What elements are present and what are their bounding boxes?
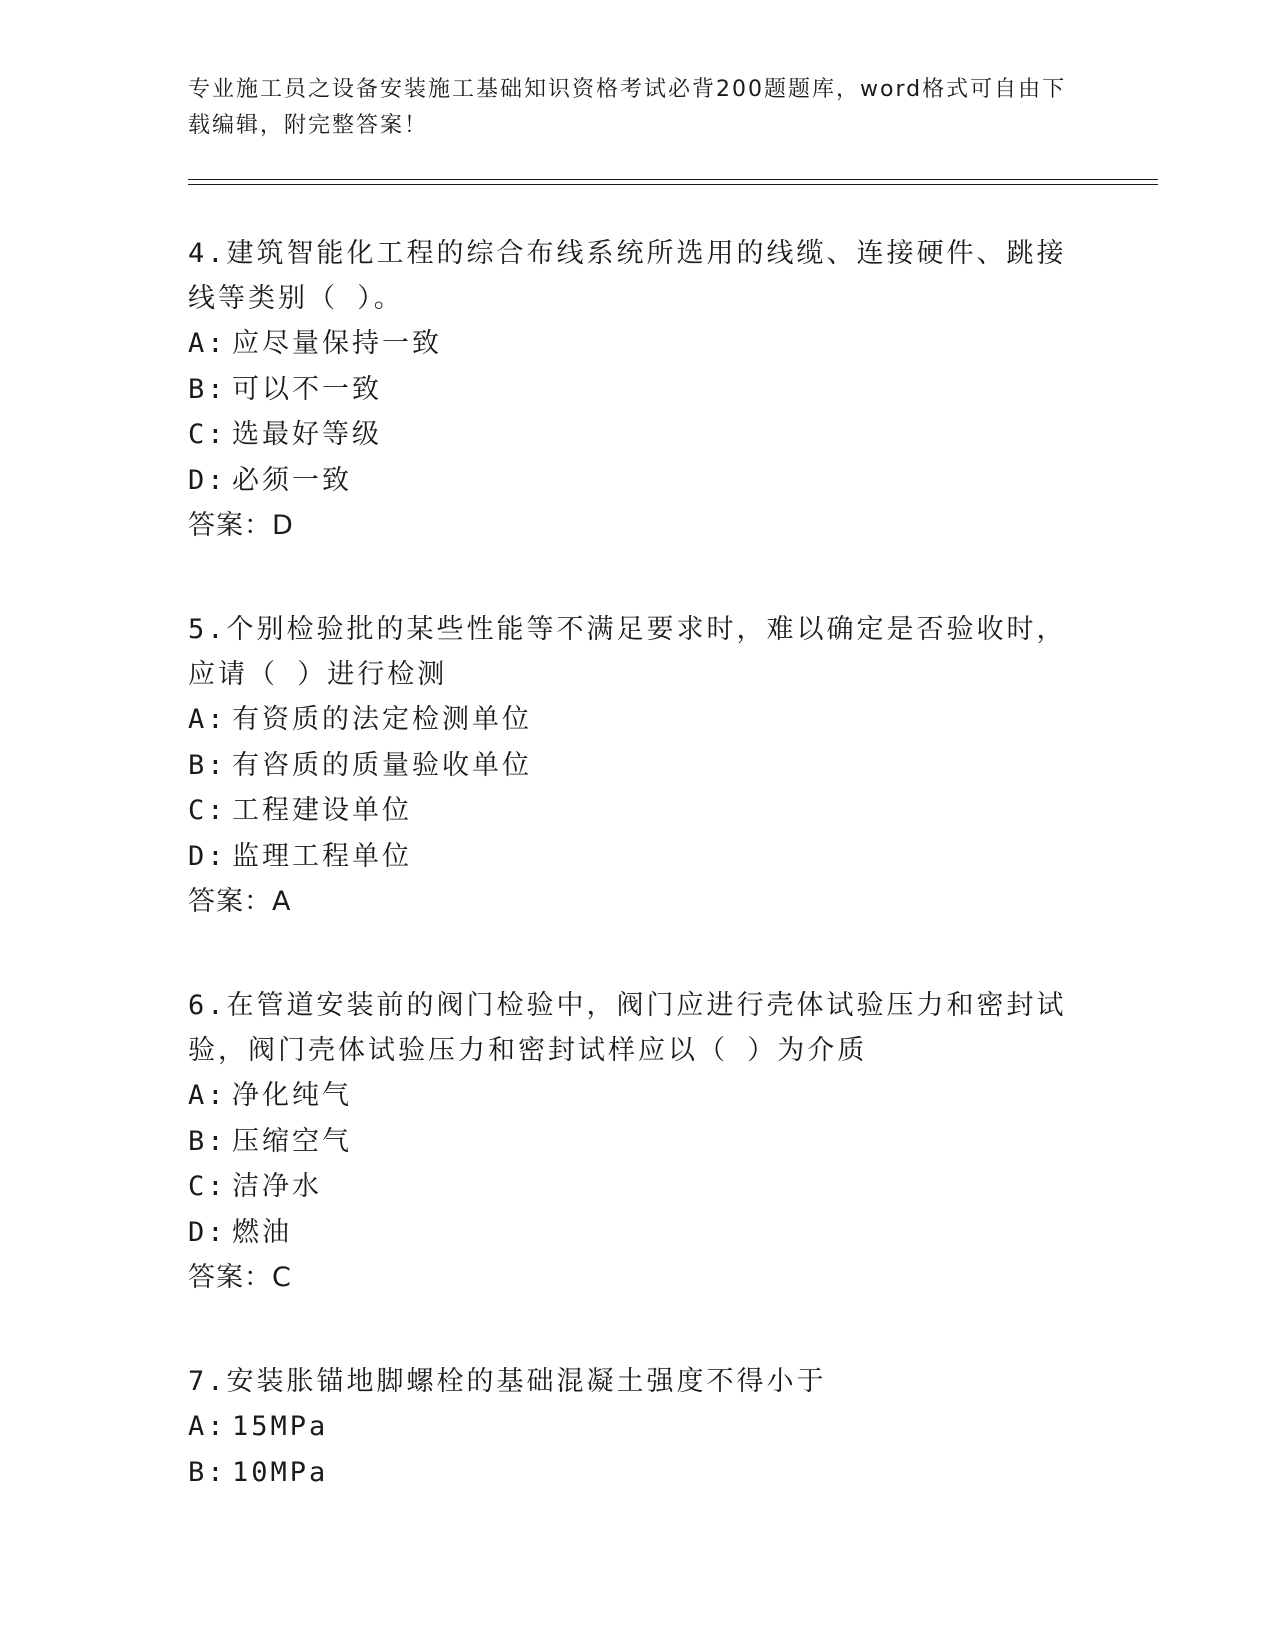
option-text: 燃油 bbox=[232, 1216, 292, 1248]
question-stem: 7.安装胀锚地脚螺栓的基础混凝土强度不得小于 bbox=[188, 1366, 827, 1397]
option-c bbox=[188, 1164, 1068, 1210]
option-d bbox=[188, 1210, 1068, 1256]
option-key: A: bbox=[188, 328, 227, 359]
question-6 bbox=[188, 983, 1068, 1301]
option-a bbox=[188, 1404, 1068, 1450]
option-text: 选最好等级 bbox=[232, 419, 382, 450]
option-key: C: bbox=[188, 419, 227, 450]
question-list bbox=[188, 231, 1068, 1553]
question-7 bbox=[188, 1359, 1068, 1495]
option-text: 净化纯气 bbox=[232, 1080, 352, 1111]
option-key: A: bbox=[188, 1080, 227, 1111]
option-b bbox=[188, 367, 1068, 413]
answer-label: 答案：C bbox=[188, 1262, 292, 1293]
option-text: 监理工程单位 bbox=[232, 840, 412, 872]
header-rule-top bbox=[188, 179, 1158, 180]
option-b bbox=[188, 743, 1068, 789]
option-key: A: bbox=[188, 704, 227, 735]
option-text: 15MPa bbox=[232, 1411, 329, 1442]
option-key: B: bbox=[188, 749, 227, 781]
option-key: B: bbox=[188, 1456, 227, 1488]
document-header: 专业施工员之设备安装施工基础知识资格考试必背200题题库，word格式可自由下载编辑，附完整答案！ bbox=[188, 77, 1067, 138]
option-key: D: bbox=[188, 464, 227, 496]
option-b bbox=[188, 1450, 1068, 1496]
answer-label: 答案：A bbox=[188, 886, 292, 917]
option-key: A: bbox=[188, 1411, 227, 1442]
question-4 bbox=[188, 231, 1068, 549]
option-text: 可以不一致 bbox=[232, 373, 382, 405]
option-text: 10MPa bbox=[232, 1456, 329, 1488]
option-d bbox=[188, 458, 1068, 504]
option-text: 有咨质的质量验收单位 bbox=[232, 749, 532, 781]
option-text: 必须一致 bbox=[232, 464, 352, 496]
option-key: D: bbox=[188, 1216, 227, 1248]
option-key: B: bbox=[188, 373, 227, 405]
option-a bbox=[188, 1073, 1068, 1119]
option-text: 压缩空气 bbox=[232, 1125, 352, 1157]
option-c bbox=[188, 412, 1068, 458]
option-a bbox=[188, 321, 1068, 367]
option-key: C: bbox=[188, 795, 227, 826]
answer-label: 答案：D bbox=[188, 510, 294, 541]
option-d bbox=[188, 834, 1068, 880]
question-stem: 6.在管道安装前的阀门检验中，阀门应进行壳体试验压力和密封试验，阀门壳体试验压力和密封试样应以（ ）为介质 bbox=[188, 990, 1067, 1066]
option-key: B: bbox=[188, 1125, 227, 1157]
option-text: 有资质的法定检测单位 bbox=[232, 704, 532, 735]
question-stem: 4.建筑智能化工程的综合布线系统所选用的线缆、连接硬件、跳接线等类别（ ）。 bbox=[188, 238, 1067, 314]
option-text: 工程建设单位 bbox=[232, 795, 412, 826]
option-key: C: bbox=[188, 1171, 227, 1202]
question-5 bbox=[188, 607, 1068, 925]
header-rule-bottom bbox=[188, 184, 1158, 185]
option-b bbox=[188, 1119, 1068, 1165]
option-text: 应尽量保持一致 bbox=[232, 328, 442, 359]
option-text: 洁净水 bbox=[232, 1171, 322, 1202]
question-stem: 5.个别检验批的某些性能等不满足要求时，难以确定是否验收时，应请（ ）进行检测 bbox=[188, 614, 1067, 690]
option-c bbox=[188, 788, 1068, 834]
option-a bbox=[188, 697, 1068, 743]
option-key: D: bbox=[188, 840, 227, 872]
